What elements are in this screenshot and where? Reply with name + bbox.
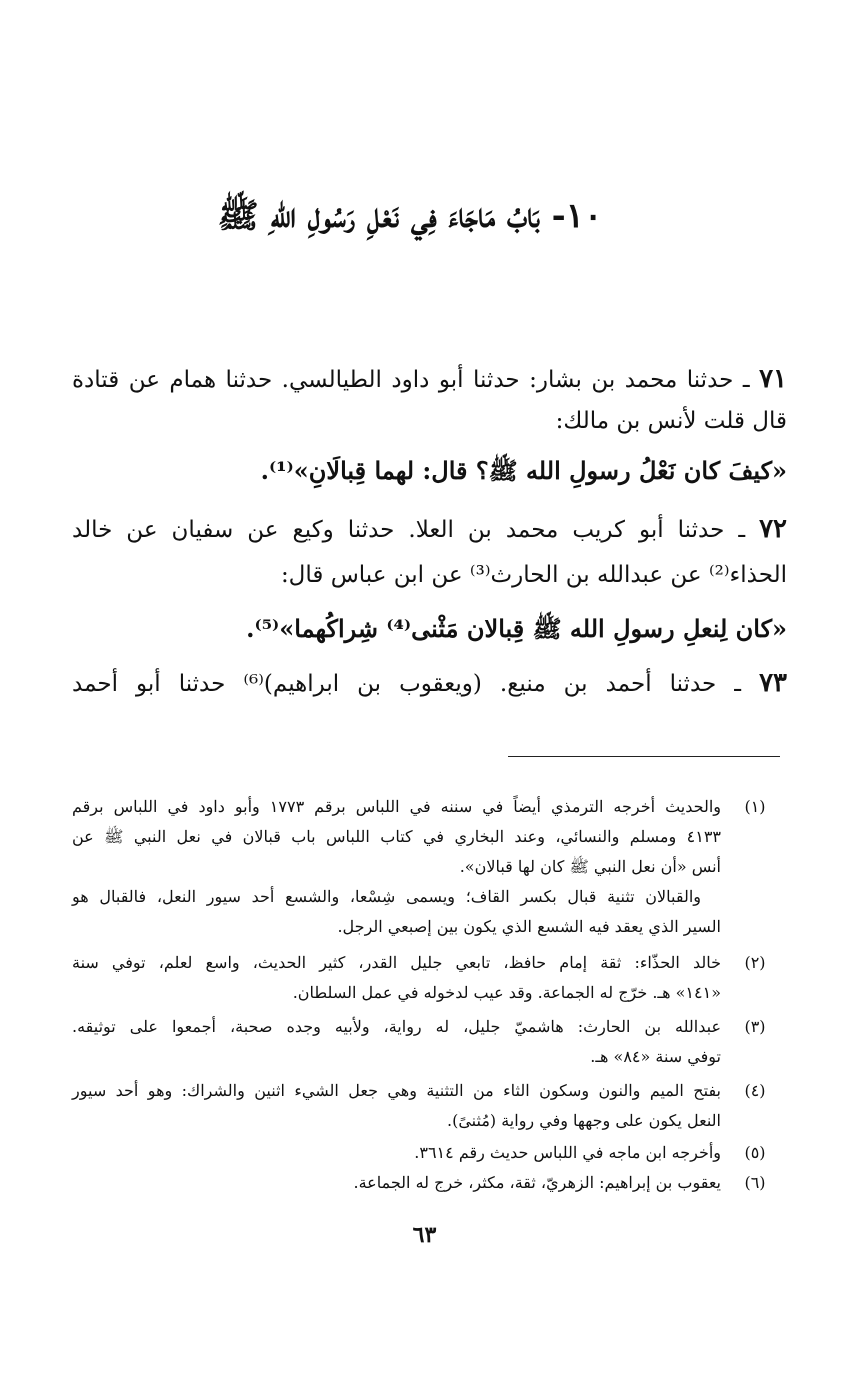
footnote-number: (٤)	[744, 1081, 766, 1100]
footnote-text: وأخرجه ابن ماجه في اللباس حديث رقم ٣٦١٤.	[414, 1143, 721, 1162]
footnote-1-line-3	[72, 852, 777, 882]
footnote-5-line-1	[72, 1138, 777, 1168]
footnote-text: يعقوب بن إبراهيم: الزهريّ، ثقة، مكثر، خرج له الجماعة.	[353, 1173, 721, 1192]
hadith-72-line-1	[72, 512, 787, 547]
hadith-71-line-2: قال قلت لأنس بن مالك:	[555, 408, 787, 434]
footnote-text: النعل يكون على وجهها وفي رواية (مُثنىً).	[447, 1111, 721, 1130]
footnote-2-line-2	[72, 978, 777, 1008]
footnote-1-line-5	[72, 912, 777, 942]
isnad-text: ـ حدثنا أحمد بن منيع. (ويعقوب بن ابراهيم)⁽⁶⁾ حدثنا أبو أحمد	[72, 671, 742, 697]
footnote-divider	[508, 756, 780, 757]
footnote-1-line-1	[72, 792, 777, 822]
footnote-4-line-1	[72, 1076, 777, 1106]
footnote-text: توفي سنة «٨٤» هـ.	[590, 1047, 721, 1066]
footnote-3-line-1	[72, 1012, 777, 1042]
footnote-text: والحديث أخرجه الترمذي أيضاً في سننه في اللباس برقم ١٧٧٣ وأبو داود في اللباس برقم	[72, 797, 722, 816]
isnad-text: ـ حدثنا محمد بن بشار: حدثنا أبو داود الطيالسي. حدثنا همام عن قتادة	[72, 367, 750, 393]
hadith-number: ٧٣	[759, 668, 787, 698]
footnote-number: (٢)	[744, 953, 766, 972]
chapter-title: ١٠- بَابُ مَاجَاءَ فِي نَعْلِ رَسُولِ اللهِ ﷺ	[217, 196, 603, 236]
isnad-text: ـ حدثنا أبو كريب محمد بن العلا. حدثنا وكيع عن سفيان عن خالد	[72, 517, 746, 543]
footnote-number: (٣)	[744, 1017, 766, 1036]
footnote-1-line-4	[72, 882, 777, 912]
footnote-text: أنس «أن نعل النبي ﷺ كان لها قبالان».	[459, 857, 721, 876]
hadith-number: ٧٢	[759, 514, 788, 544]
footnote-text: والقبالان تثنية قبال بكسر القاف؛ ويسمى شِسْعا، والشسع أحد سيور النعل، فالقبال هو	[72, 887, 701, 906]
footnote-text: ٤١٣٣ ومسلم والنسائي، وعند البخاري في كتاب اللباس باب قبالان في نعل النبي ﷺ عن	[72, 827, 721, 846]
hadith-71-matn: «كيفَ كان نَعْلُ رسولِ الله ﷺ؟ قال: لهما قِبالَانِ»⁽¹⁾.	[260, 456, 787, 485]
footnote-text: «١٤١» هـ. خرّج له الجماعة. وقد عيب لدخوله في عمل السلطان.	[292, 983, 721, 1002]
hadith-number: ٧١	[759, 364, 788, 394]
footnote-number: (١)	[744, 797, 766, 816]
page-number: ٦٣	[412, 1222, 437, 1248]
hadith-72-line-2: الحذاء⁽²⁾ عن عبدالله بن الحارث⁽³⁾ عن ابن عباس قال:	[280, 562, 787, 588]
footnote-1-line-2	[72, 822, 777, 852]
footnote-text: بفتح الميم والنون وسكون الثاء من التثنية وهي جعل الشيء اثنين والشراك: وهو أحد سيور	[72, 1081, 721, 1100]
footnote-6-line-1	[72, 1168, 777, 1198]
hadith-72-matn: «كان لِنعلِ رسولِ الله ﷺ قِبالان مَثْنى⁽⁴⁾ شِراكُهما»⁽⁵⁾.	[246, 614, 787, 643]
footnote-text: السير الذي يعقد فيه الشسع الذي يكون بين إصبعي الرجل.	[337, 917, 721, 936]
hadith-73-line-1	[72, 666, 787, 701]
footnote-3-line-2	[72, 1042, 777, 1072]
footnote-number: (٥)	[744, 1143, 766, 1162]
footnote-2-line-1	[72, 948, 777, 978]
footnote-text: عبدالله بن الحارث: هاشميّ جليل، له رواية، ولأبيه وجده صحبة، أجمعوا على توثيقه.	[72, 1017, 721, 1036]
footnote-text: خالد الحذّاء: ثقة إمام حافظ، تابعي جليل القدر، كثير الحديث، واسع لعلم، توفي سنة	[72, 953, 721, 972]
footnote-number: (٦)	[744, 1173, 766, 1192]
footnote-4-line-2	[72, 1106, 777, 1136]
hadith-71-line-1	[72, 362, 787, 397]
